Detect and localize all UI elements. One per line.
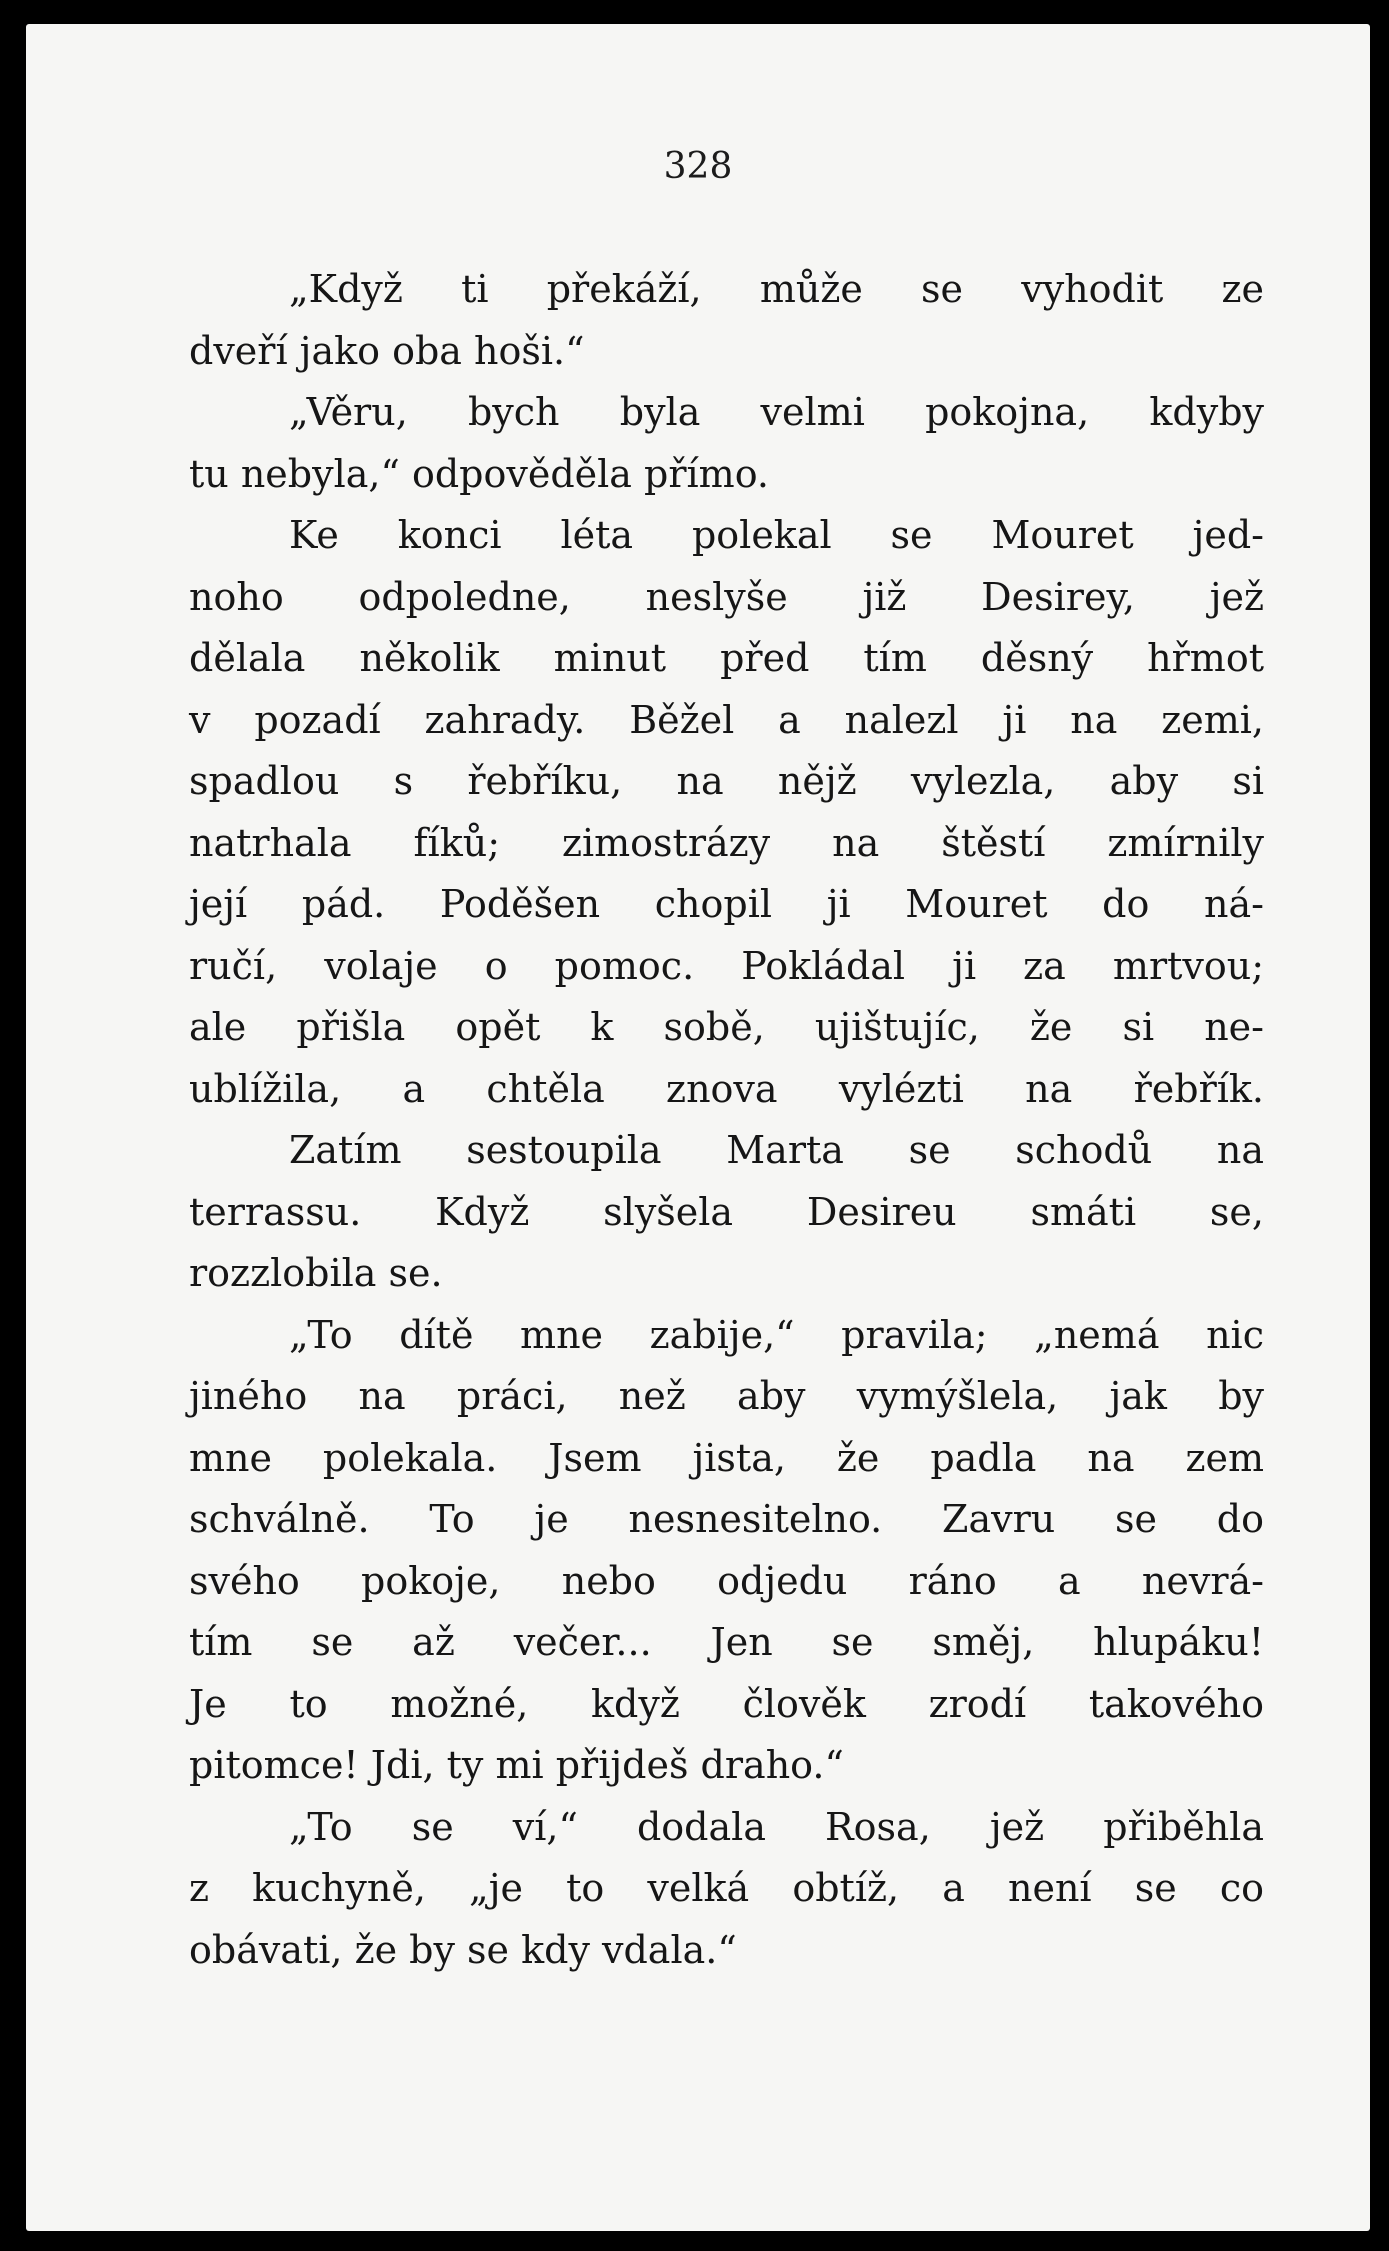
text-line: obávati, že by se kdy vdala.“ <box>189 1927 737 1972</box>
text-line: Je to možné, když člověk zrodí takového <box>189 1681 1264 1726</box>
text-line: noho odpoledne, neslyše již Desirey, jež <box>189 574 1264 619</box>
text-line: v pozadí zahrady. Běžel a nalezl ji na zemi, <box>189 697 1264 742</box>
text-line: „To dítě mne zabije,“ pravila; „nemá nic <box>289 1312 1264 1357</box>
text-line: ručí, volaje o pomoc. Pokládal ji za mrtvou; <box>189 943 1264 988</box>
text-line: „Když ti překáží, může se vyhodit ze <box>289 267 1264 311</box>
text-line: ublížila, a chtěla znova vylézti na řebřík. <box>189 1066 1264 1111</box>
text-line: mne polekala. Jsem jista, že padla na zem <box>189 1435 1264 1480</box>
text-line: její pád. Poděšen chopil ji Mouret do ná- <box>189 882 1264 926</box>
text-line: „To se ví,“ dodala Rosa, jež přiběhla <box>289 1804 1264 1849</box>
text-line: Zatím sestoupila Marta se schodů na <box>289 1128 1264 1172</box>
text-line: dělala několik minut před tím děsný hřmot <box>189 636 1264 680</box>
book-page <box>26 24 1370 2231</box>
text-line: pitomce! Jdi, ty mi přijdeš draho.“ <box>189 1743 844 1787</box>
text-line: rozzlobila se. <box>189 1251 443 1295</box>
text-line: natrhala fíků; zimostrázy na štěstí zmírnily <box>189 820 1264 865</box>
text-line: tím se až večer... Jen se směj, hlupáku! <box>189 1620 1264 1664</box>
text-line: „Věru, bych byla velmi pokojna, kdyby <box>289 390 1264 434</box>
page-number: 328 <box>663 146 733 187</box>
text-line: z kuchyně, „je to velká obtíž, a není se co <box>189 1866 1264 1910</box>
text-line: ale přišla opět k sobě, ujištujíc, že si ne- <box>189 1005 1264 1049</box>
text-line: Ke konci léta polekal se Mouret jed- <box>289 513 1264 557</box>
text-line: schválně. To je nesnesitelno. Zavru se do <box>189 1497 1264 1541</box>
text-line: svého pokoje, nebo odjedu ráno a nevrá- <box>189 1558 1264 1603</box>
text-line: tu nebyla,“ odpověděla přímo. <box>189 451 770 496</box>
body-text <box>189 259 1264 1981</box>
text-line: spadlou s řebříku, na nějž vylezla, aby si <box>189 759 1264 803</box>
text-line: terrassu. Když slyšela Desireu smáti se, <box>189 1189 1264 1234</box>
text-line: dveří jako oba hoši.“ <box>189 328 585 373</box>
text-line: jiného na práci, než aby vymýšlela, jak by <box>189 1374 1264 1418</box>
